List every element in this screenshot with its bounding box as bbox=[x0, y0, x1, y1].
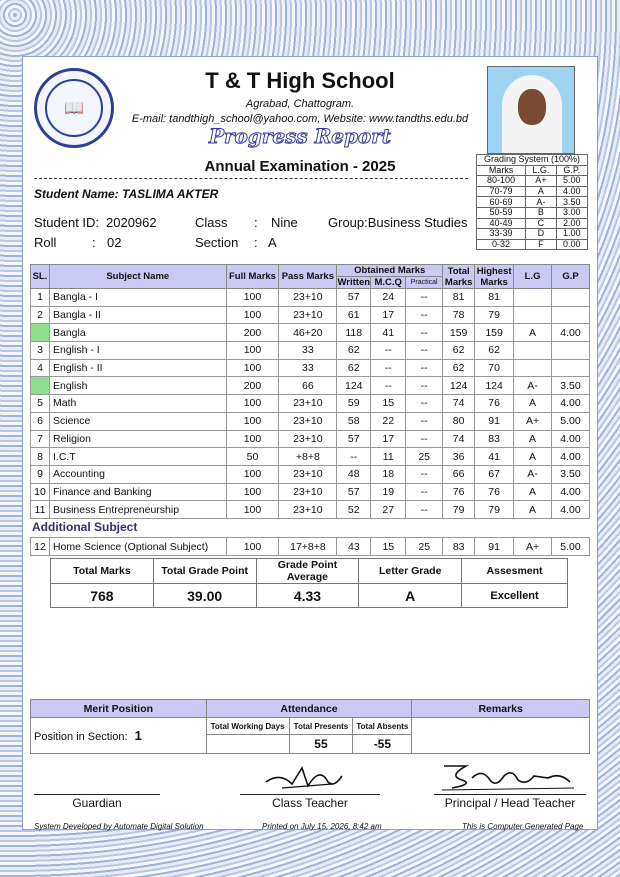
cell-gp bbox=[552, 342, 590, 360]
class-teacher-line bbox=[240, 794, 380, 795]
cell-practical: -- bbox=[406, 324, 443, 342]
cell-lg bbox=[514, 306, 552, 324]
cell-practical: -- bbox=[406, 377, 443, 395]
cell-subject: Home Science (Optional Subject) bbox=[49, 538, 226, 556]
grading-cell: 3.50 bbox=[556, 197, 587, 208]
cell-lg bbox=[514, 342, 552, 360]
grading-cell: 2.00 bbox=[556, 218, 587, 229]
cell-full: 50 bbox=[226, 448, 279, 466]
grading-cell: C bbox=[526, 218, 556, 229]
absents-value: -55 bbox=[353, 735, 412, 754]
cell-written: 57 bbox=[337, 430, 371, 448]
absents-label: Total Absents bbox=[353, 718, 412, 735]
table-row bbox=[31, 342, 590, 360]
grading-header: L.G. bbox=[526, 165, 556, 176]
exam-title: Annual Examination - 2025 bbox=[204, 158, 396, 175]
head-teacher-signature bbox=[438, 760, 578, 792]
col-subject: Subject Name bbox=[49, 265, 226, 289]
col-practical: Practical bbox=[406, 277, 443, 289]
additional-subject-label: Additional Subject bbox=[32, 520, 138, 534]
student-name: TASLIMA AKTER bbox=[122, 187, 219, 201]
cell-full: 100 bbox=[226, 465, 279, 483]
cell-full: 100 bbox=[226, 483, 279, 501]
cell-total: 80 bbox=[443, 412, 475, 430]
col-full: Full Marks bbox=[226, 265, 279, 289]
cell-written: 59 bbox=[337, 395, 371, 413]
cell-pass: 23+10 bbox=[279, 306, 337, 324]
cell-written: 62 bbox=[337, 342, 371, 360]
cell-subject: I.C.T bbox=[49, 448, 226, 466]
cell-sl: 10 bbox=[31, 483, 50, 501]
cell-gp bbox=[552, 289, 590, 307]
cell-mcq: -- bbox=[371, 342, 406, 360]
cell-subject: Bangla - II bbox=[49, 306, 226, 324]
cell-sl: 6 bbox=[31, 412, 50, 430]
cell-sl: 2 bbox=[31, 306, 50, 324]
class-label: Class bbox=[195, 215, 228, 230]
cell-sl: 3 bbox=[31, 342, 50, 360]
cell-sl: 8 bbox=[31, 448, 50, 466]
cell-full: 100 bbox=[226, 342, 279, 360]
cell-lg: A+ bbox=[514, 538, 552, 556]
cell-practical: -- bbox=[406, 342, 443, 360]
cell-full: 100 bbox=[226, 538, 279, 556]
cell-pass: 23+10 bbox=[279, 483, 337, 501]
cell-practical: 25 bbox=[406, 448, 443, 466]
cell-practical: -- bbox=[406, 430, 443, 448]
merit-cell bbox=[31, 718, 207, 754]
cell-mcq: 18 bbox=[371, 465, 406, 483]
student-id-label: Student ID: bbox=[34, 215, 100, 230]
grading-cell: A bbox=[526, 186, 556, 197]
summary-header: Grade Point Average bbox=[256, 559, 359, 584]
school-contact: E-mail: tandthigh_school@yahoo.com, Website: www.tandths.edu.bd bbox=[131, 113, 469, 125]
colon: : bbox=[254, 215, 258, 230]
working-days-value bbox=[206, 735, 289, 754]
cell-highest: 79 bbox=[475, 306, 514, 324]
cell-total: 62 bbox=[443, 359, 475, 377]
cell-mcq: 15 bbox=[371, 395, 406, 413]
cell-lg bbox=[514, 359, 552, 377]
table-row bbox=[31, 412, 590, 430]
cell-pass: 17+8+8 bbox=[279, 538, 337, 556]
book-icon: 📖 bbox=[45, 79, 103, 137]
group-value: Group:Business Studies bbox=[328, 215, 468, 230]
cell-mcq: 41 bbox=[371, 324, 406, 342]
cell-gp: 5.00 bbox=[552, 412, 590, 430]
cell-total: 83 bbox=[443, 538, 475, 556]
merit-value: 1 bbox=[134, 728, 142, 743]
cell-practical: -- bbox=[406, 483, 443, 501]
cell-total: 74 bbox=[443, 430, 475, 448]
school-address: Agrabad, Chattogram. bbox=[245, 98, 355, 110]
colon: : bbox=[254, 235, 258, 250]
cell-sl: 5 bbox=[31, 395, 50, 413]
col-sl: SL. bbox=[31, 265, 50, 289]
cell-practical: -- bbox=[406, 359, 443, 377]
cell-mcq: -- bbox=[371, 377, 406, 395]
cell-sl bbox=[31, 377, 50, 395]
gpa: 4.33 bbox=[256, 584, 359, 608]
grading-table bbox=[476, 154, 588, 250]
roll-value: 02 bbox=[107, 235, 122, 250]
student-id: 2020962 bbox=[106, 215, 157, 230]
working-days-label: Total Working Days bbox=[206, 718, 289, 735]
cell-full: 200 bbox=[226, 377, 279, 395]
grading-cell: D bbox=[526, 229, 556, 240]
cell-gp: 3.50 bbox=[552, 465, 590, 483]
remarks-value bbox=[412, 718, 590, 754]
cell-full: 100 bbox=[226, 412, 279, 430]
col-highest: Highest Marks bbox=[475, 265, 514, 289]
cell-subject: Religion bbox=[49, 430, 226, 448]
cell-pass: 33 bbox=[279, 359, 337, 377]
cell-pass: 23+10 bbox=[279, 465, 337, 483]
class-teacher-signature bbox=[262, 762, 346, 792]
cell-subject: Bangla bbox=[49, 324, 226, 342]
cell-lg: A bbox=[514, 430, 552, 448]
class-value: Nine bbox=[271, 215, 298, 230]
school-name: T & T High School bbox=[205, 68, 395, 93]
cell-total: 36 bbox=[443, 448, 475, 466]
cell-lg: A bbox=[514, 501, 552, 519]
merit-header: Merit Position bbox=[31, 700, 207, 718]
cell-gp: 4.00 bbox=[552, 324, 590, 342]
cell-gp: 4.00 bbox=[552, 448, 590, 466]
cell-pass: 46+20 bbox=[279, 324, 337, 342]
presents-value: 55 bbox=[289, 735, 353, 754]
cell-total: 76 bbox=[443, 483, 475, 501]
cell-total: 159 bbox=[443, 324, 475, 342]
cell-written: 43 bbox=[337, 538, 371, 556]
cell-gp: 4.00 bbox=[552, 430, 590, 448]
combined-subject-row bbox=[31, 324, 590, 342]
grading-cell: A+ bbox=[526, 176, 556, 187]
cell-total: 78 bbox=[443, 306, 475, 324]
student-name-label: Student Name: bbox=[34, 187, 119, 201]
grading-cell: 50-59 bbox=[477, 207, 526, 218]
cell-mcq: 24 bbox=[371, 289, 406, 307]
cell-lg bbox=[514, 289, 552, 307]
summary-table bbox=[50, 558, 568, 608]
cell-practical: -- bbox=[406, 306, 443, 324]
cell-highest: 41 bbox=[475, 448, 514, 466]
table-row bbox=[31, 395, 590, 413]
merit-label: Position in Section: bbox=[34, 731, 128, 743]
cell-mcq: 17 bbox=[371, 306, 406, 324]
grading-cell: F bbox=[526, 239, 556, 250]
grading-header: Marks bbox=[477, 165, 526, 176]
cell-total: 81 bbox=[443, 289, 475, 307]
cell-highest: 83 bbox=[475, 430, 514, 448]
col-written: Written bbox=[337, 277, 371, 288]
cell-pass: 23+10 bbox=[279, 395, 337, 413]
cell-full: 100 bbox=[226, 289, 279, 307]
divider bbox=[34, 178, 468, 179]
cell-highest: 124 bbox=[475, 377, 514, 395]
cell-subject: English - I bbox=[49, 342, 226, 360]
col-gp: G.P bbox=[552, 265, 590, 289]
remarks-header: Remarks bbox=[412, 700, 590, 718]
attendance-header: Attendance bbox=[206, 700, 412, 718]
assessment: Excellent bbox=[462, 584, 568, 608]
letter-grade: A bbox=[359, 584, 462, 608]
cell-practical: -- bbox=[406, 501, 443, 519]
combined-subject-row bbox=[31, 377, 590, 395]
marks-table bbox=[30, 264, 590, 519]
table-row bbox=[31, 465, 590, 483]
cell-sl: 11 bbox=[31, 501, 50, 519]
cell-gp bbox=[552, 306, 590, 324]
total-marks: 768 bbox=[51, 584, 154, 608]
cell-pass: 23+10 bbox=[279, 289, 337, 307]
cell-gp: 4.00 bbox=[552, 483, 590, 501]
table-row bbox=[31, 430, 590, 448]
guardian-line bbox=[34, 794, 160, 795]
cell-full: 100 bbox=[226, 306, 279, 324]
cell-total: 124 bbox=[443, 377, 475, 395]
cell-lg: A+ bbox=[514, 412, 552, 430]
grading-cell: 4.00 bbox=[556, 186, 587, 197]
cell-lg: A- bbox=[514, 377, 552, 395]
col-pass: Pass Marks bbox=[279, 265, 337, 289]
footer-printed: Printed on July 15, 2026, 8:42 am bbox=[262, 822, 382, 831]
cell-sl: 1 bbox=[31, 289, 50, 307]
footer-generated: This is Computer Generated Page bbox=[462, 822, 584, 831]
table-row bbox=[31, 483, 590, 501]
cell-mcq: 17 bbox=[371, 430, 406, 448]
col-lg: L.G bbox=[514, 265, 552, 289]
cell-highest: 62 bbox=[475, 342, 514, 360]
cell-written: 58 bbox=[337, 412, 371, 430]
guardian-label: Guardian bbox=[72, 796, 122, 810]
head-teacher-line bbox=[434, 794, 586, 795]
class-teacher-label: Class Teacher bbox=[272, 796, 348, 810]
cell-highest: 91 bbox=[475, 412, 514, 430]
cell-practical: -- bbox=[406, 289, 443, 307]
summary-header: Total Marks bbox=[51, 559, 154, 584]
student-name-line bbox=[34, 187, 218, 201]
cell-pass: 23+10 bbox=[279, 501, 337, 519]
cell-mcq: 27 bbox=[371, 501, 406, 519]
cell-full: 100 bbox=[226, 501, 279, 519]
cell-sl: 9 bbox=[31, 465, 50, 483]
cell-written: 124 bbox=[337, 377, 371, 395]
cell-mcq: 19 bbox=[371, 483, 406, 501]
table-row bbox=[31, 501, 590, 519]
summary-header: Total Grade Point bbox=[153, 559, 256, 584]
cell-lg: A bbox=[514, 395, 552, 413]
cell-written: 62 bbox=[337, 359, 371, 377]
cell-lg: A- bbox=[514, 465, 552, 483]
grading-cell: 5.00 bbox=[556, 176, 587, 187]
school-logo bbox=[34, 68, 114, 148]
grading-title: Grading System (100%) bbox=[477, 155, 588, 166]
cell-gp bbox=[552, 359, 590, 377]
cell-highest: 79 bbox=[475, 501, 514, 519]
cell-written: 118 bbox=[337, 324, 371, 342]
cell-sl: 4 bbox=[31, 359, 50, 377]
grading-cell: 0-32 bbox=[477, 239, 526, 250]
cell-gp: 5.00 bbox=[551, 538, 589, 556]
head-teacher-label: Principal / Head Teacher bbox=[444, 796, 576, 810]
cell-pass: 66 bbox=[279, 377, 337, 395]
cell-mcq: 15 bbox=[371, 538, 406, 556]
cell-practical: -- bbox=[406, 395, 443, 413]
cell-written: 57 bbox=[337, 289, 371, 307]
cell-mcq: 22 bbox=[371, 412, 406, 430]
cell-gp: 3.50 bbox=[552, 377, 590, 395]
cell-written: -- bbox=[337, 448, 371, 466]
roll-label: Roll bbox=[34, 235, 57, 250]
cell-full: 100 bbox=[226, 395, 279, 413]
cell-written: 57 bbox=[337, 483, 371, 501]
cell-total: 62 bbox=[443, 342, 475, 360]
col-obtained: Obtained Marks bbox=[337, 265, 443, 277]
colon: : bbox=[92, 235, 96, 250]
student-photo bbox=[487, 66, 575, 154]
cell-subject: Science bbox=[49, 412, 226, 430]
section-value: A bbox=[268, 235, 277, 250]
grading-cell: 0.00 bbox=[556, 239, 587, 250]
grading-cell: 3.00 bbox=[556, 207, 587, 218]
report-title: Progress Report bbox=[208, 124, 392, 148]
cell-practical: -- bbox=[406, 465, 443, 483]
cell-lg: A bbox=[514, 324, 552, 342]
table-row bbox=[31, 359, 590, 377]
cell-lg: A bbox=[514, 483, 552, 501]
cell-sl: 12 bbox=[31, 538, 50, 556]
table-row bbox=[31, 448, 590, 466]
cell-written: 48 bbox=[337, 465, 371, 483]
cell-pass: 23+10 bbox=[279, 412, 337, 430]
grading-cell: 80-100 bbox=[477, 176, 526, 187]
col-mcq: M.C.Q bbox=[371, 277, 406, 289]
cell-pass: +8+8 bbox=[279, 448, 337, 466]
cell-highest: 81 bbox=[475, 289, 514, 307]
table-row bbox=[31, 289, 590, 307]
cell-highest: 91 bbox=[475, 538, 514, 556]
cell-highest: 76 bbox=[475, 395, 514, 413]
section-label: Section bbox=[195, 235, 239, 250]
cell-written: 61 bbox=[337, 306, 371, 324]
grading-cell: B bbox=[526, 207, 556, 218]
cell-pass: 23+10 bbox=[279, 430, 337, 448]
cell-lg: A bbox=[514, 448, 552, 466]
cell-full: 100 bbox=[226, 359, 279, 377]
cell-highest: 76 bbox=[475, 483, 514, 501]
summary-header: Letter Grade bbox=[359, 559, 462, 584]
cell-total: 66 bbox=[443, 465, 475, 483]
cell-subject: Math bbox=[49, 395, 226, 413]
cell-subject: English - II bbox=[49, 359, 226, 377]
cell-sl: 7 bbox=[31, 430, 50, 448]
cell-highest: 67 bbox=[475, 465, 514, 483]
cell-sl bbox=[31, 324, 50, 342]
cell-subject: Accounting bbox=[49, 465, 226, 483]
grading-cell: 60-69 bbox=[477, 197, 526, 208]
table-row bbox=[31, 306, 590, 324]
cell-written: 52 bbox=[337, 501, 371, 519]
cell-subject: Business Entrepreneurship bbox=[49, 501, 226, 519]
grading-cell: 40-49 bbox=[477, 218, 526, 229]
col-total: Total Marks bbox=[443, 265, 475, 289]
grading-cell: 1.00 bbox=[556, 229, 587, 240]
presents-label: Total Presents bbox=[289, 718, 353, 735]
cell-total: 79 bbox=[443, 501, 475, 519]
cell-practical: 25 bbox=[406, 538, 443, 556]
cell-full: 100 bbox=[226, 430, 279, 448]
cell-total: 74 bbox=[443, 395, 475, 413]
cell-mcq: -- bbox=[371, 359, 406, 377]
grading-header: G.P. bbox=[556, 165, 587, 176]
table-row bbox=[31, 538, 590, 556]
cell-highest: 70 bbox=[475, 359, 514, 377]
cell-full: 200 bbox=[226, 324, 279, 342]
cell-subject: English bbox=[49, 377, 226, 395]
merit-attendance-table bbox=[30, 699, 590, 754]
cell-gp: 4.00 bbox=[552, 395, 590, 413]
cell-mcq: 11 bbox=[371, 448, 406, 466]
cell-pass: 33 bbox=[279, 342, 337, 360]
footer-developer: System Developed by Automate Digital Solution bbox=[34, 822, 204, 831]
additional-subject-table bbox=[30, 537, 590, 556]
cell-subject: Bangla - I bbox=[49, 289, 226, 307]
total-grade-point: 39.00 bbox=[153, 584, 256, 608]
cell-practical: -- bbox=[406, 412, 443, 430]
cell-gp: 4.00 bbox=[552, 501, 590, 519]
grading-cell: 70-79 bbox=[477, 186, 526, 197]
cell-highest: 159 bbox=[475, 324, 514, 342]
grading-cell: 33-39 bbox=[477, 229, 526, 240]
cell-subject: Finance and Banking bbox=[49, 483, 226, 501]
summary-header: Assesment bbox=[462, 559, 568, 584]
grading-cell: A- bbox=[526, 197, 556, 208]
